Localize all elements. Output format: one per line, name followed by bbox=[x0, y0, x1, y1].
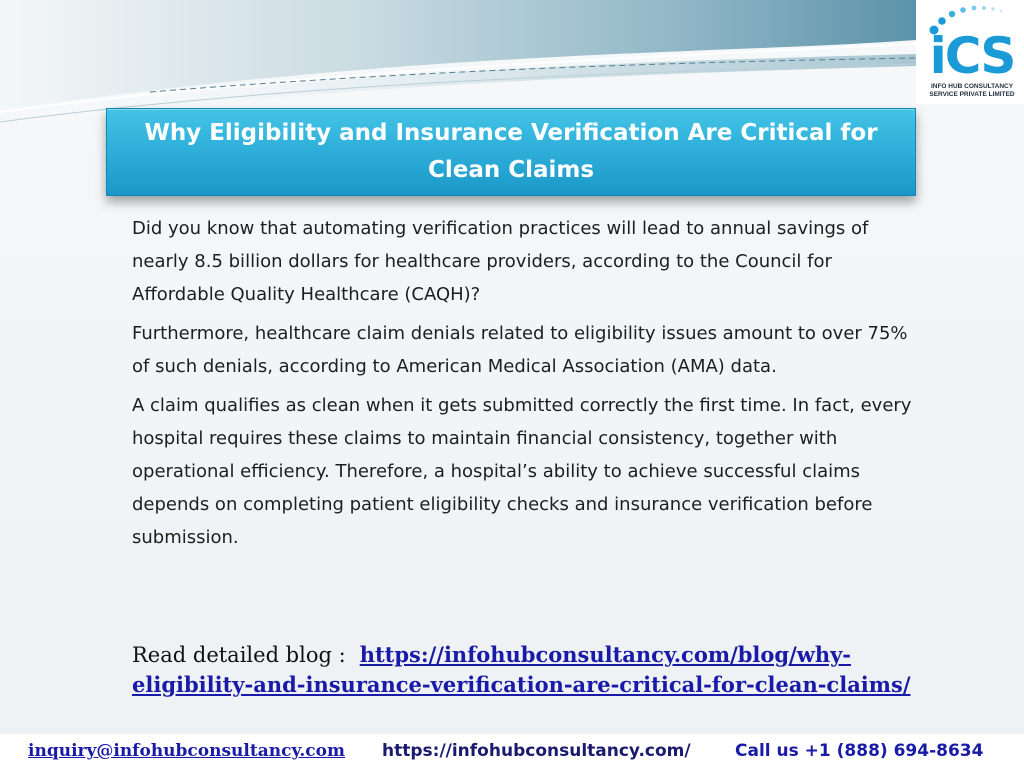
footer-website[interactable]: https://infohubconsultancy.com/ bbox=[382, 741, 691, 761]
paragraph-ama-denials: Furthermore, healthcare claim denials related to eligibility issues amount to over 75% of such denials, according to American Medical Association (AMA) data. bbox=[132, 323, 908, 377]
blog-label: Read detailed blog : bbox=[132, 643, 346, 667]
logo-subtitle-line1: INFO HUB CONSULTANCY bbox=[930, 83, 1014, 90]
paragraph-caqh-savings: Did you know that automating verification practices will lead to annual savings of nearly 8.5 billion dollars for healthcare providers, according to the Council for Affordable Quality Healthcare (CAQH)? bbox=[132, 218, 869, 305]
slide-title: Why Eligibility and Insurance Verification Are Critical for Clean Claims bbox=[144, 120, 878, 183]
body-content bbox=[132, 212, 922, 560]
title-banner bbox=[106, 108, 916, 196]
logo-subtitle-line2: SERVICE PRIVATE LIMITED bbox=[929, 91, 1015, 98]
blog-reference bbox=[132, 640, 912, 700]
paragraph-clean-claims: A claim qualifies as clean when it gets submitted correctly the first time. In fact, every hospital requires these claims to maintain financial consistency, together with operational efficiency. Therefore, a hospital’s ability to achieve successful claims depends on completing patient eligibility checks and insurance verification before submission. bbox=[132, 395, 912, 548]
blog-link[interactable]: https://infohubconsultancy.com/blog/why-eligibility-and-insurance-verification-are-critical-for-clean-claims/ bbox=[132, 642, 911, 697]
logo-wordmark: iCS bbox=[929, 27, 1015, 85]
footer-email-link[interactable]: inquiry@infohubconsultancy.com bbox=[28, 741, 345, 761]
company-logo bbox=[916, 0, 1024, 104]
footer-phone: Call us +1 (888) 694-8634 bbox=[735, 741, 984, 761]
logo-subtitle bbox=[922, 83, 1022, 99]
